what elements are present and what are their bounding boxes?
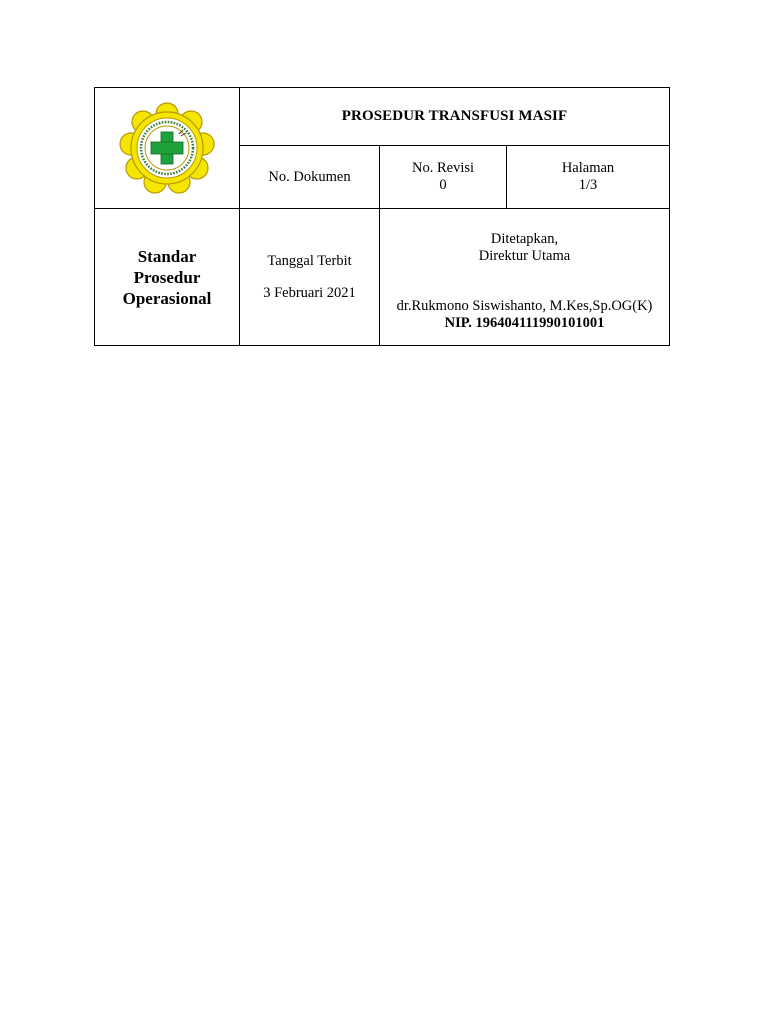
jabatan-text: Direktur Utama [478, 248, 571, 264]
signatory-nip: NIP. 196404111990101001 [444, 315, 605, 331]
hospital-cross-emblem-icon [119, 102, 215, 194]
sop-header-table [94, 87, 670, 346]
ditetapkan-text: Ditetapkan, [490, 231, 559, 247]
signatory-name: dr.Rukmono Siswishanto, M.Kes,Sp.OG(K) [396, 298, 653, 314]
tanggal-terbit-label: Tanggal Terbit [267, 252, 352, 269]
sop-label-line: Standar [137, 246, 197, 266]
no-revisi-cell [380, 146, 507, 209]
sop-label-line: Operasional [122, 288, 212, 308]
halaman-cell [507, 146, 670, 209]
no-revisi-value: 0 [439, 177, 447, 193]
no-revisi-label: No. Revisi [411, 160, 475, 176]
approval-signatory [380, 298, 669, 332]
halaman-label: Halaman [561, 160, 615, 176]
approval-cell [380, 209, 670, 346]
no-dokumen-label: No. Dokumen [240, 146, 380, 209]
logo-cell [95, 88, 240, 209]
document-title: PROSEDUR TRANSFUSI MASIF [240, 88, 670, 146]
tanggal-terbit-cell [240, 209, 380, 346]
tanggal-terbit-value: 3 Februari 2021 [263, 284, 356, 301]
sop-label-line: Prosedur [133, 267, 201, 287]
halaman-value: 1/3 [578, 177, 598, 193]
sop-label-cell [95, 209, 240, 346]
approval-header [380, 231, 669, 265]
